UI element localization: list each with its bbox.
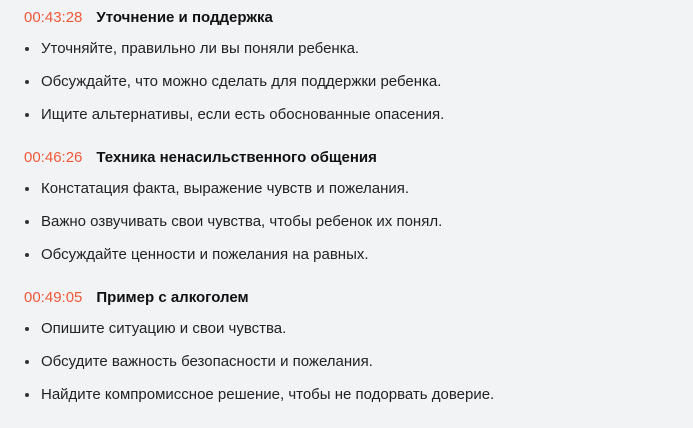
- section-items: [24, 178, 684, 266]
- list-item: [24, 71, 684, 93]
- list-item: [24, 104, 684, 126]
- bullet-icon: [25, 220, 29, 224]
- list-item: [24, 351, 684, 373]
- bullet-icon: [25, 393, 29, 397]
- bullet-icon: [25, 187, 29, 191]
- list-item: [24, 318, 684, 340]
- list-item: [24, 178, 684, 200]
- section-items: [24, 38, 684, 126]
- item-text: Важно озвучивать свои чувства, чтобы ребенок их понял.: [41, 213, 443, 230]
- bullet-icon: [25, 113, 29, 117]
- bullet-icon: [25, 47, 29, 51]
- item-text: Обсуждайте, что можно сделать для поддержки ребенка.: [41, 73, 442, 90]
- item-text: Обсуждайте ценности и пожелания на равных.: [41, 246, 369, 263]
- section-header: [24, 8, 684, 28]
- section-title: Уточнение и поддержка: [96, 9, 273, 26]
- bullet-icon: [25, 80, 29, 84]
- item-text: Уточняйте, правильно ли вы поняли ребенка.: [41, 40, 360, 57]
- list-item: [24, 211, 684, 233]
- list-item: [24, 244, 684, 266]
- section-title: Пример с алкоголем: [96, 289, 249, 306]
- item-text: Найдите компромиссное решение, чтобы не подорвать доверие.: [41, 386, 495, 403]
- summary-section: [24, 288, 684, 406]
- summary-section: [24, 148, 684, 266]
- section-items: [24, 318, 684, 406]
- section-title: Техника ненасильственного общения: [96, 149, 377, 166]
- section-header: [24, 148, 684, 168]
- item-text: Констатация факта, выражение чувств и пожелания.: [41, 180, 410, 197]
- bullet-icon: [25, 327, 29, 331]
- item-text: Обсудите важность безопасности и пожелания.: [41, 353, 373, 370]
- bullet-icon: [25, 253, 29, 257]
- section-header: [24, 288, 684, 308]
- timestamp-link[interactable]: 00:46:26: [24, 149, 83, 166]
- item-text: Опишите ситуацию и свои чувства.: [41, 320, 287, 337]
- list-item: [24, 384, 684, 406]
- timestamp-link[interactable]: 00:43:28: [24, 9, 83, 26]
- item-text: Ищите альтернативы, если есть обоснованные опасения.: [41, 106, 445, 123]
- summary-section: [24, 8, 684, 126]
- bullet-icon: [25, 360, 29, 364]
- list-item: [24, 38, 684, 60]
- video-summary: [24, 0, 684, 406]
- timestamp-link[interactable]: 00:49:05: [24, 289, 83, 306]
